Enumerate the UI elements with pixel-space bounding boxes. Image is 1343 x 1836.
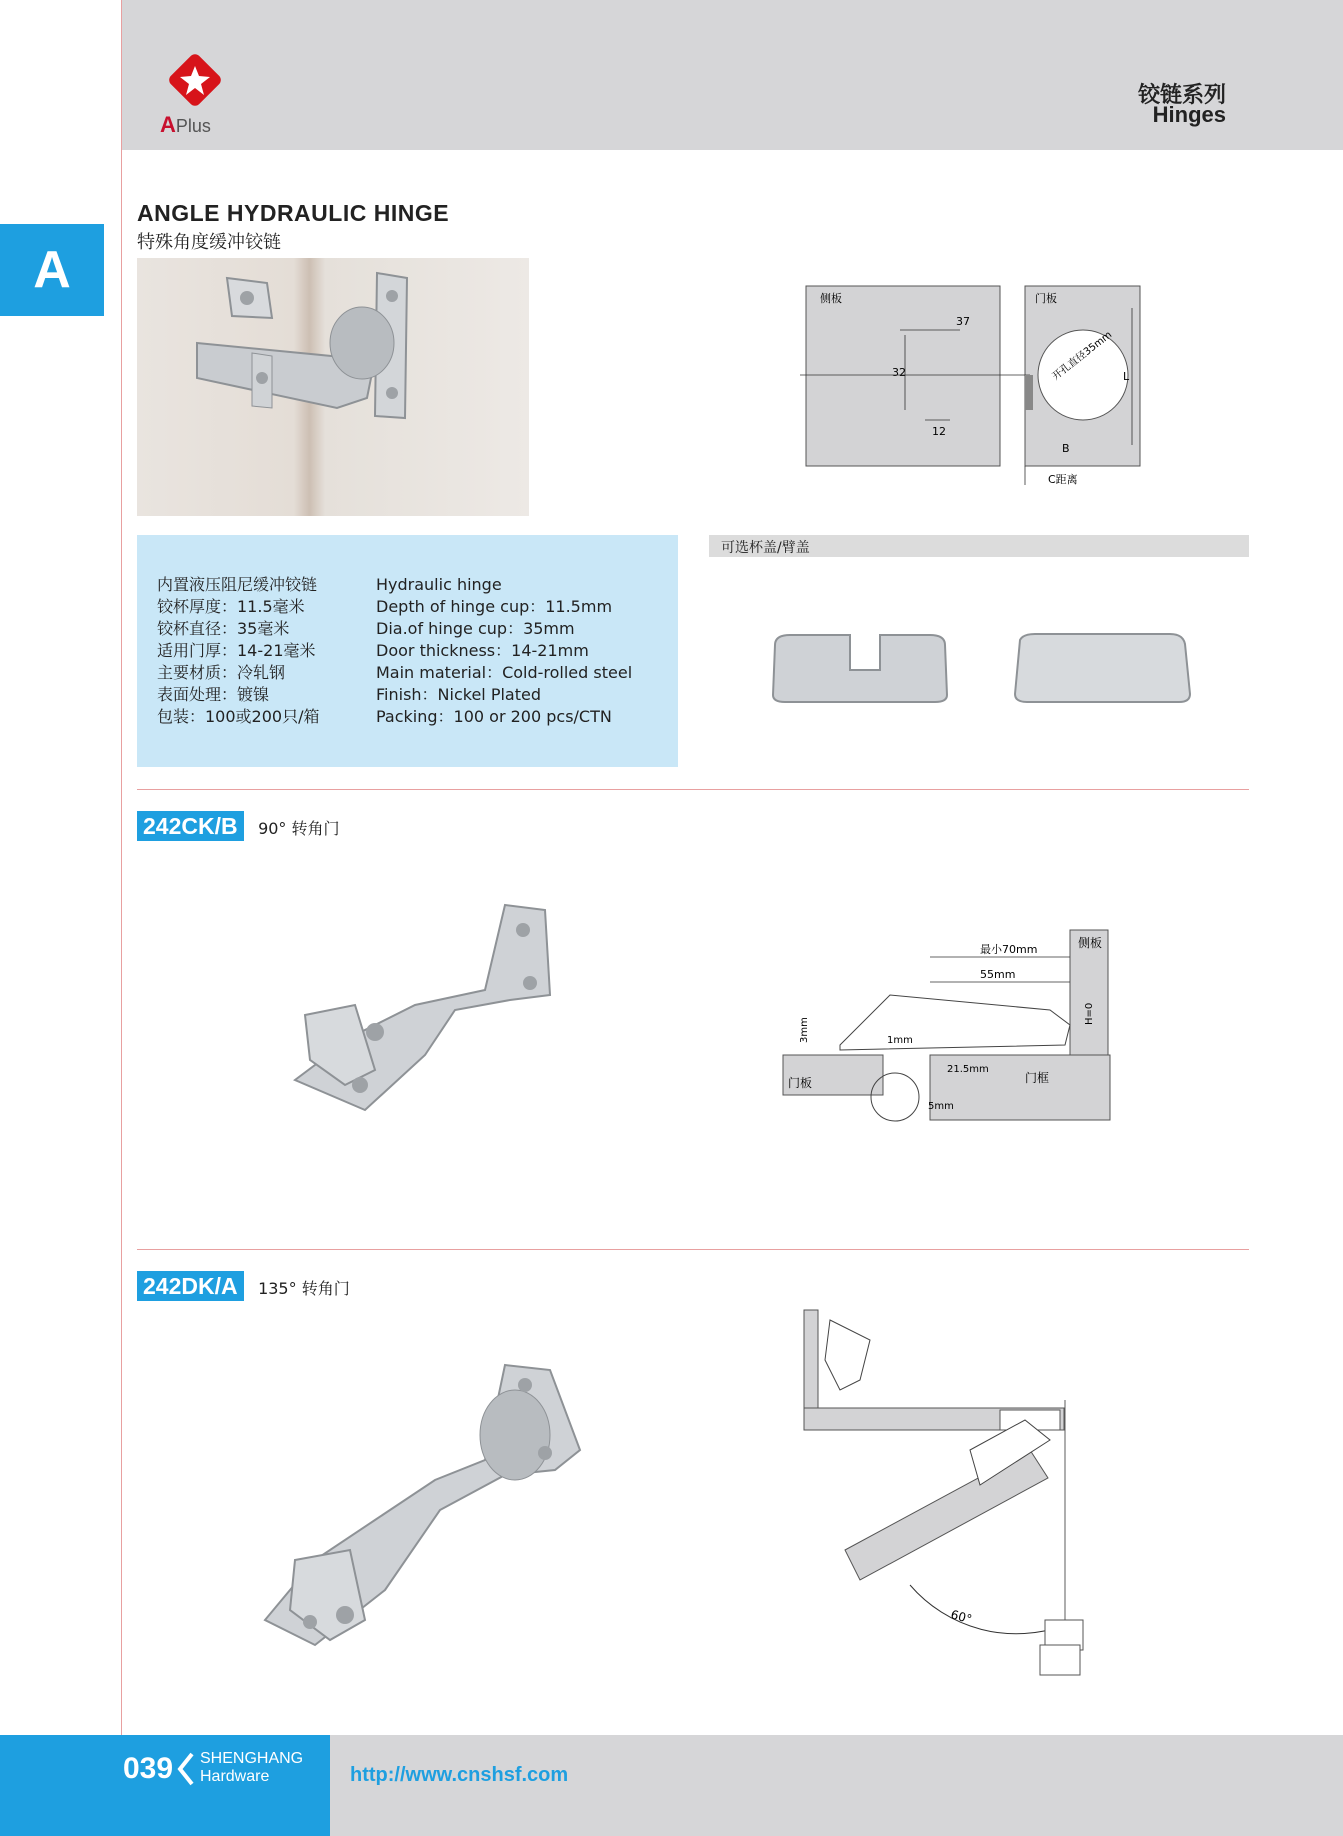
- dim-B: B: [1062, 442, 1070, 455]
- dim-21-5: 21.5mm: [947, 1064, 989, 1075]
- product-title-en: ANGLE HYDRAULIC HINGE: [137, 200, 450, 226]
- dim-5: 5mm: [928, 1101, 954, 1112]
- hinge-135-icon: [255, 1360, 675, 1660]
- category-title-zh: 铰链系列: [1137, 83, 1226, 108]
- install-diagram-90: [780, 925, 1120, 1135]
- spec-zh-item: 内置液压阻尼缓冲铰链: [157, 575, 318, 594]
- spec-list-zh: [157, 574, 319, 728]
- footer-brand-name: SHENGHANG: [200, 1750, 304, 1767]
- dim-min70: 最小70mm: [980, 943, 1038, 956]
- spec-zh-item: 适用门厚：14-21毫米: [157, 641, 316, 660]
- spec-zh-item: 铰杯厚度：11.5毫米: [157, 597, 305, 616]
- diagram-label-door: 门板: [1035, 292, 1057, 305]
- page-number: 039: [123, 1752, 174, 1785]
- label-door: 门板: [788, 1076, 813, 1090]
- label-side-panel: 侧板: [1078, 936, 1103, 950]
- product-photo: [137, 258, 529, 516]
- brand-logo-icon: [165, 50, 225, 110]
- section-tab[interactable]: A: [0, 224, 104, 316]
- diagram-label-side: 侧板: [820, 292, 842, 305]
- margin-line: [121, 0, 122, 1836]
- spec-zh-item: 铰杯直径：35毫米: [157, 619, 290, 638]
- spec-zh-item: 包装：100或200只/箱: [157, 707, 320, 726]
- spec-zh-item: 表面处理：镀镍: [157, 685, 270, 704]
- section-divider: [137, 1249, 1249, 1250]
- model-code-badge: 242CK/B: [137, 811, 244, 841]
- spec-en-item: Main material：Cold-rolled steel: [376, 663, 633, 682]
- spec-en-item: Hydraulic hinge: [376, 575, 502, 594]
- install-diagram-135: [800, 1300, 1130, 1680]
- website-link[interactable]: http://www.cnshsf.com: [350, 1764, 569, 1786]
- spec-zh-item: 主要材质：冷轧钢: [157, 663, 286, 682]
- dim-h0: H=0: [1084, 1002, 1095, 1025]
- model-242dk-a: [137, 1272, 350, 1300]
- section-divider: [137, 789, 1249, 790]
- model-code-badge: 242DK/A: [137, 1271, 244, 1301]
- spec-en-item: Door thickness：14-21mm: [376, 641, 589, 660]
- model-desc: 135° 转角门: [258, 1279, 350, 1298]
- spec-list-en: [376, 574, 632, 728]
- drilling-diagram: [800, 280, 1190, 495]
- angle-label: 60°: [949, 1607, 974, 1627]
- footer-brand-sub: Hardware: [200, 1768, 270, 1785]
- label-frame: 门框: [1025, 1071, 1050, 1085]
- model-desc: 90° 转角门: [258, 819, 340, 838]
- hinge-photo-icon: [137, 258, 529, 516]
- spec-en-item: Finish：Nickel Plated: [376, 685, 542, 704]
- dim-3: 3mm: [799, 1017, 810, 1043]
- spec-en-item: Packing：100 or 200 pcs/CTN: [376, 707, 612, 726]
- hole-dia-label: 开孔直径35mm: [1050, 329, 1115, 383]
- cover-caps-icon: [765, 630, 1225, 710]
- dim-32: 32: [892, 366, 906, 379]
- dim-37: 37: [956, 315, 970, 328]
- dim-C: C距离: [1048, 473, 1078, 486]
- spec-en-item: Dia.of hinge cup：35mm: [376, 619, 575, 638]
- optional-covers-label: 可选杯盖/臂盖: [721, 540, 810, 556]
- dim-L: L: [1123, 370, 1130, 383]
- dim-12: 12: [932, 425, 946, 438]
- category-title-en: Hinges: [1152, 102, 1226, 127]
- hinge-90-icon: [285, 895, 645, 1155]
- brand-logo-text: APlus: [160, 112, 211, 137]
- spec-en-item: Depth of hinge cup：11.5mm: [376, 597, 613, 616]
- product-title-zh: 特殊角度缓冲铰链: [137, 232, 281, 253]
- dim-1: 1mm: [887, 1035, 913, 1046]
- model-242ck-b: [137, 812, 340, 840]
- dim-55: 55mm: [980, 968, 1016, 981]
- chevron-left-icon: [176, 1752, 194, 1786]
